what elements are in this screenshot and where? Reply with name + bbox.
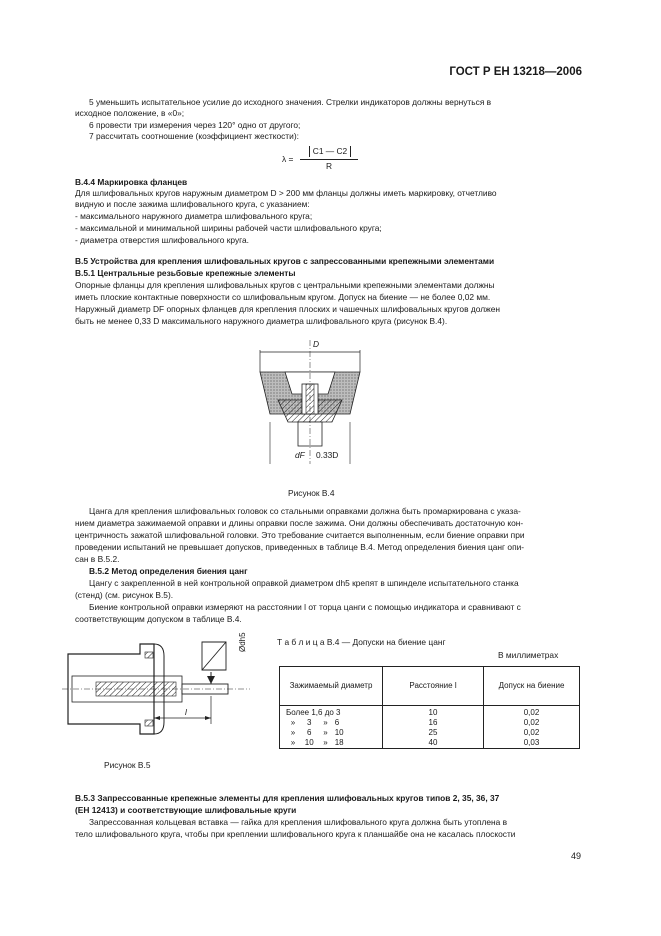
- text-line: Запрессованная кольцевая вставка — гайка для крепления шлифовального круга должна быть утоплена в: [89, 817, 508, 827]
- table-cell: 0,02: [484, 728, 580, 738]
- table-row: [280, 718, 580, 728]
- section-heading: (ЕН 12413) и соответствующие шлифовальные круги: [75, 805, 297, 815]
- text-line: Цанга для крепления шлифовальных головок со стальными оправками должна быть промаркирована с указа-: [89, 506, 521, 516]
- dimension-label-l: l: [185, 707, 187, 717]
- text-line: Опорные фланцы для крепления шлифовальных кругов с центральными крепежными элементами должны: [75, 280, 495, 290]
- text-line: центричность зажатой шлифовальной головки. Это требование считается выполненным, если биение оправки при: [75, 530, 525, 540]
- table-cell: 16: [383, 718, 484, 728]
- text-line: нием диаметра зажимаемой оправки и длины оправки после зажима. Они должны обеспечивать достаточную кон-: [75, 518, 524, 528]
- dimension-label-df: dF: [295, 450, 305, 460]
- table-cell: Более 1,6 до 3: [280, 706, 383, 719]
- text-line: быть не менее 0,33 D максимального наружного диаметра шлифовального круга (рисунок В.4).: [75, 316, 448, 326]
- table-header: Зажимаемый диаметр: [280, 667, 383, 706]
- table-cell: 0,02: [484, 706, 580, 719]
- section-heading: В.4.4 Маркировка фланцев: [75, 177, 188, 187]
- text-line: тело шлифовального круга, чтобы при креплении шлифовального круга к планшайбе она не касалась плоскости: [75, 829, 516, 839]
- text-line: 5 уменьшить испытательное усилие до исходного значения. Стрелки индикаторов должны вернуться в: [89, 97, 492, 107]
- text-line: Цангу с закрепленной в ней контрольной оправкой диаметром dh5 крепят в шпинделе испытательного станка: [89, 578, 519, 588]
- text-line: 6 провести три измерения через 120° одно от другого;: [89, 120, 301, 130]
- table-header: Допуск на биение: [484, 667, 580, 706]
- table-cell: 25: [383, 728, 484, 738]
- page-number: 49: [570, 851, 581, 861]
- section-heading: В.5.1 Центральные резьбовые крепежные элементы: [75, 268, 296, 278]
- text-line: видную и после зажима шлифовального круга, с указанием:: [75, 199, 310, 209]
- fraction-bar: [300, 159, 358, 160]
- dimension-label-d: D: [313, 339, 320, 349]
- list-item: - максимальной и минимальной ширины рабочей части шлифовального круга;: [75, 223, 382, 233]
- formula-lhs: λ =: [282, 154, 294, 164]
- text-line: Биение контрольной оправки измеряют на расстоянии l от торца цанги с помощью индикатора и сравнивают с: [89, 602, 521, 612]
- text-line: иметь плоские контактные поверхности со шлифовальным кругом. Допуск на биение — не более 0,02 мм.: [75, 292, 491, 302]
- list-item: - диаметра отверстия шлифовального круга.: [75, 235, 250, 245]
- text-line: проведении испытаний не превышает допусков, приведенных в таблице В.4. Метод определения биения цанг опи-: [75, 542, 525, 552]
- table-row: [280, 706, 580, 719]
- text-line: Для шлифовальных кругов наружным диаметром D > 200 мм фланцы должны иметь маркировку, отчетливо: [75, 188, 497, 198]
- table-row: [280, 728, 580, 738]
- table-cell: » 10 » 18: [280, 738, 383, 749]
- table-cell: 40: [383, 738, 484, 749]
- table-units: В миллиметрах: [498, 650, 559, 660]
- text-line: исходное положение, в «0»;: [75, 108, 185, 118]
- table-cell: 0,03: [484, 738, 580, 749]
- section-heading: В.5.3 Запрессованные крепежные элементы для крепления шлифовальных кругов типов 2, 35, 36, 37: [75, 793, 500, 803]
- figure-caption: Рисунок В.4: [288, 488, 335, 498]
- formula-denominator: R: [325, 161, 333, 171]
- text-line: Наружный диаметр DF опорных фланцев для крепления плоских и чашечных шлифовальных кругов должен: [75, 304, 500, 314]
- formula-numerator: C1 — C2: [309, 146, 351, 157]
- text-line: сан в В.5.2.: [75, 554, 120, 564]
- table-header: Расстояние l: [383, 667, 484, 706]
- table-cell: 10: [383, 706, 484, 719]
- text-line: 7 рассчитать соотношение (коэффициент жесткости):: [89, 131, 299, 141]
- table-cell: 0,02: [484, 718, 580, 728]
- table-cell: » 3 » 6: [280, 718, 383, 728]
- text-line: соответствующим допуском в таблице В.4.: [75, 614, 242, 624]
- section-heading: В.5 Устройства для крепления шлифовальных кругов с запрессованными крепежными элементами: [75, 256, 495, 266]
- table-title: Т а б л и ц а В.4 — Допуски на биение цанг: [277, 637, 446, 647]
- section-heading: В.5.2 Метод определения биения цанг: [89, 566, 248, 576]
- list-item: - максимального наружного диаметра шлифовального круга;: [75, 211, 313, 221]
- table-row: [280, 738, 580, 749]
- figure-b5-drawing: [60, 632, 266, 752]
- dimension-label-033d: 0.33D: [316, 450, 339, 460]
- figure-caption: Рисунок В.5: [104, 760, 151, 770]
- figure-b4-drawing: [240, 332, 380, 472]
- table-cell: » 6 » 10: [280, 728, 383, 738]
- tolerance-table: [279, 666, 580, 749]
- dimension-label-dh5: Ødh5: [238, 632, 247, 652]
- document-header: ГОСТ Р ЕН 13218—2006: [449, 66, 582, 78]
- text-line: (стенд) (см. рисунок В.5).: [75, 590, 174, 600]
